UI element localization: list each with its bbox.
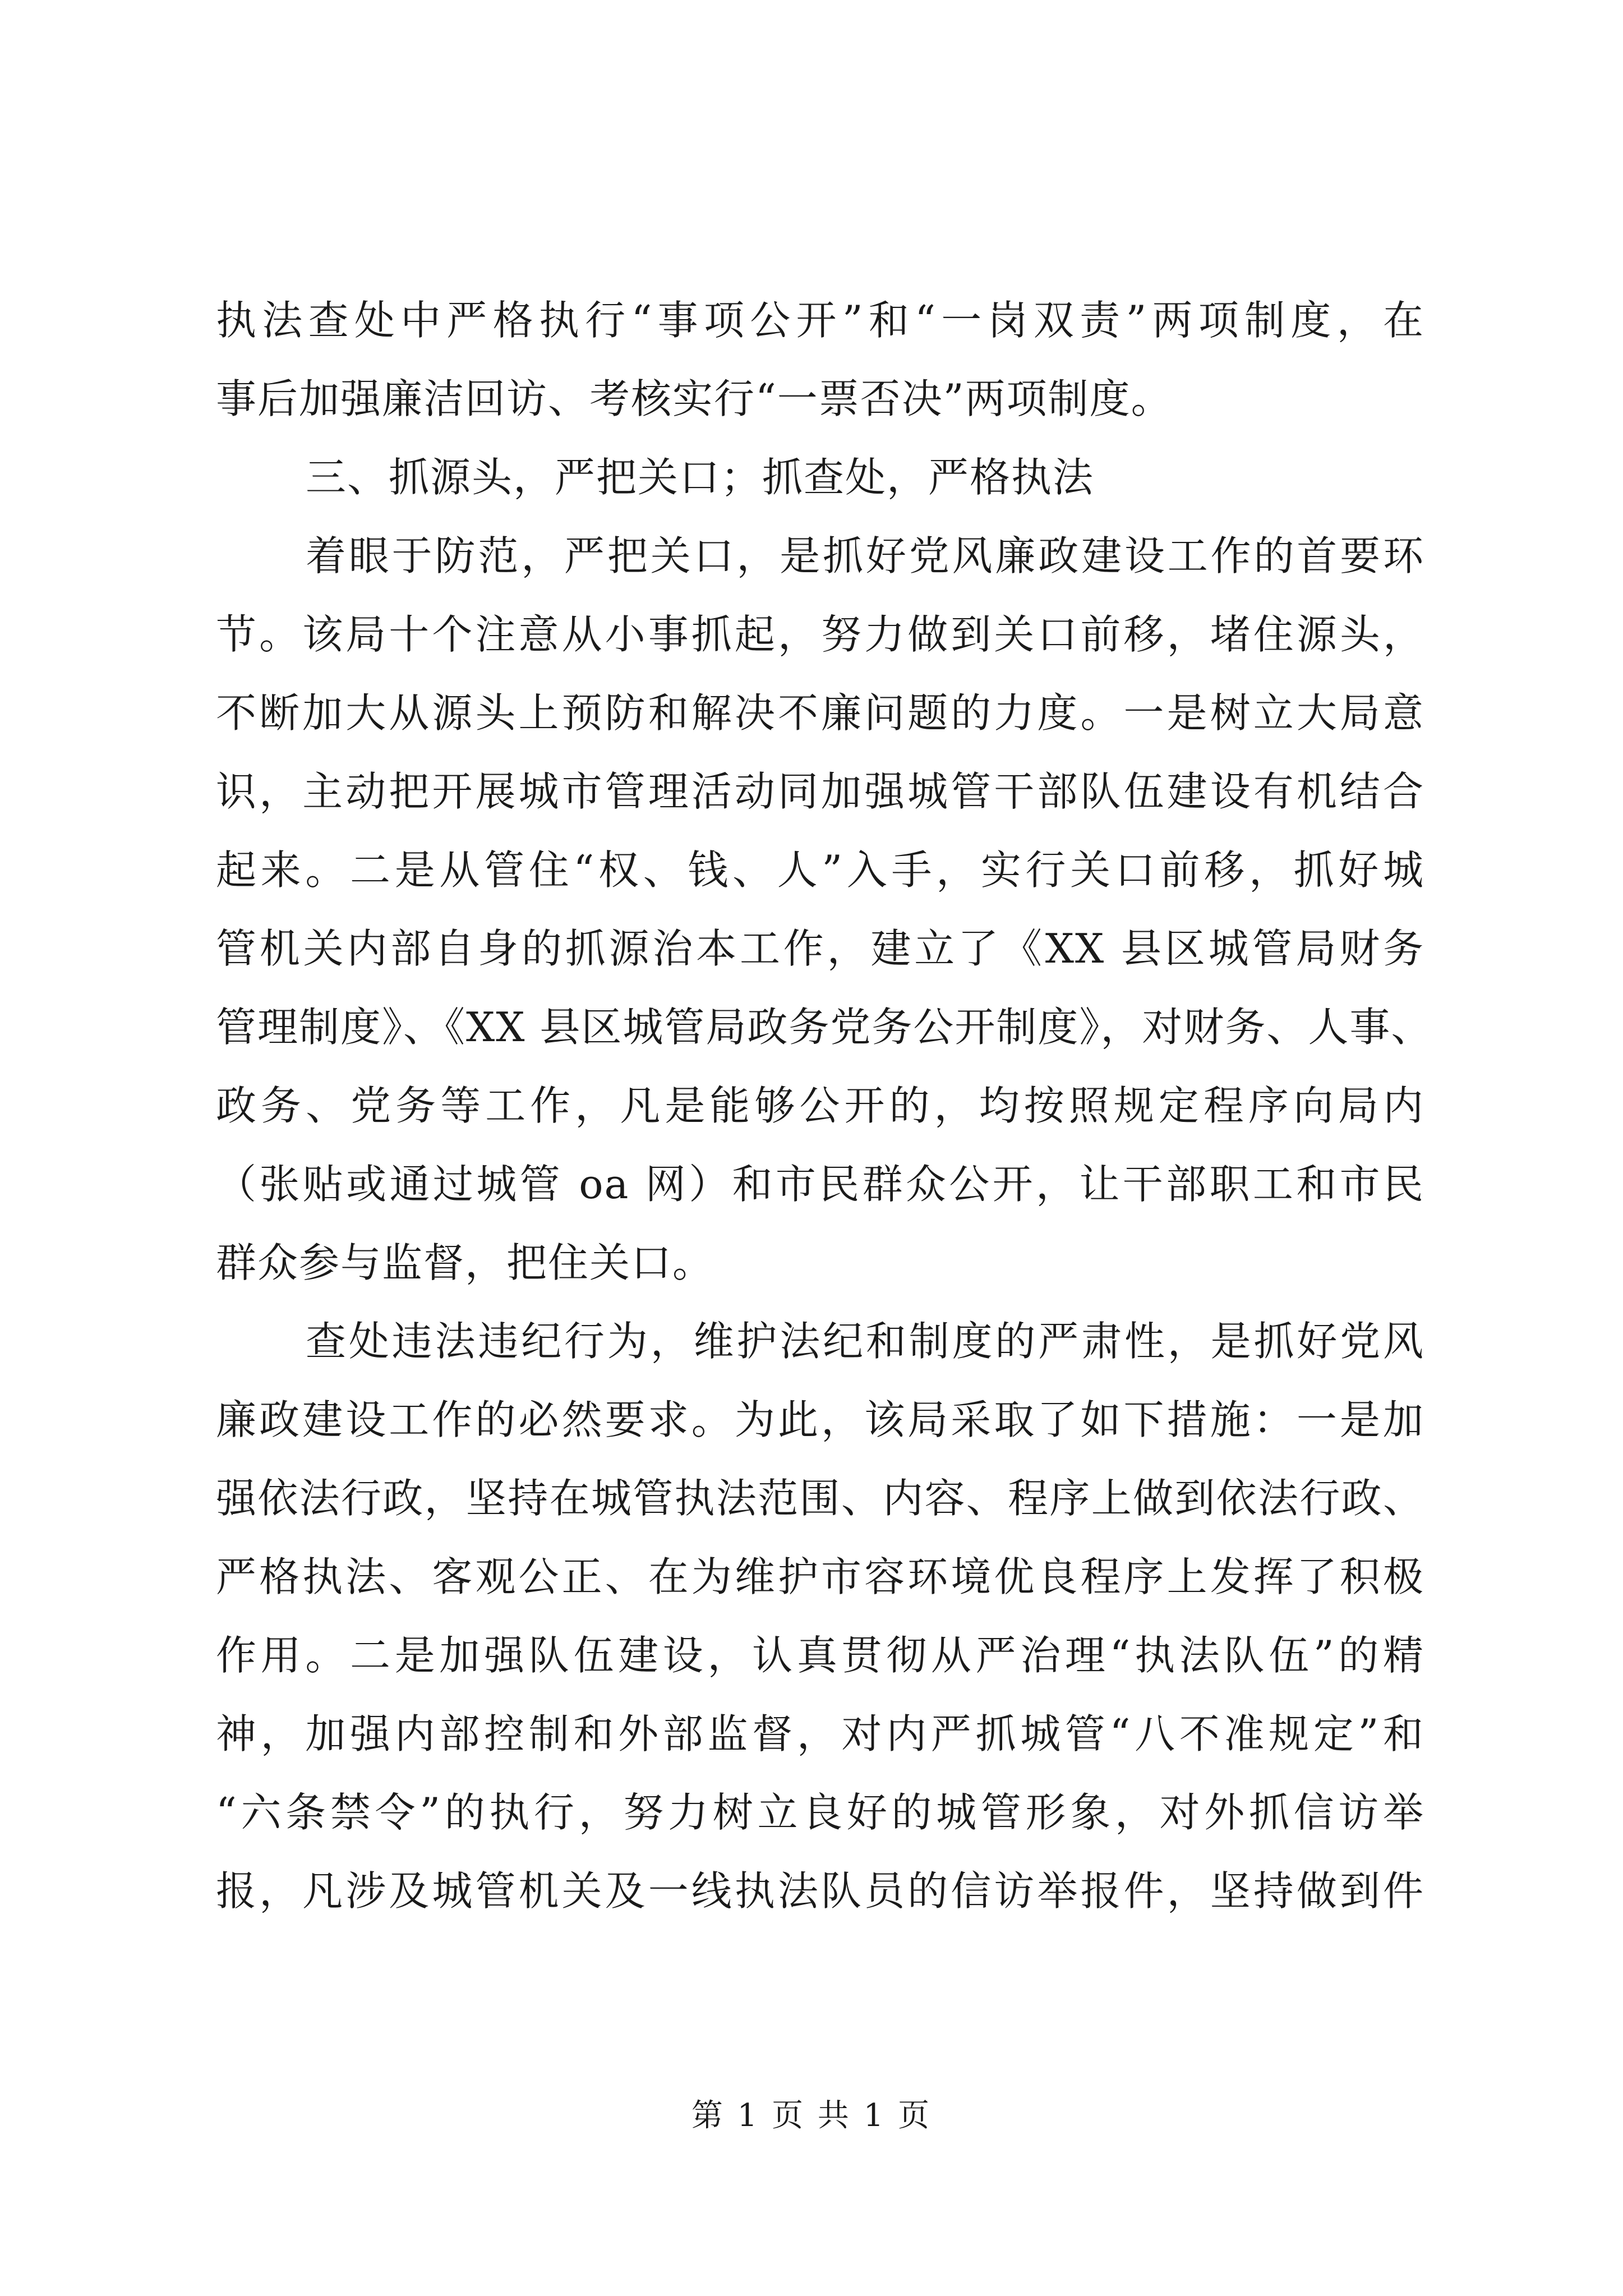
paragraph-first-line: 着眼于防范，严把关口，是抓好党风廉政建设工作的首要环: [306, 532, 1424, 579]
text-line: 管理制度》、《XX 县区城管局政务党务公开制度》，对财务、人事、: [216, 1004, 1433, 1051]
document-body: [216, 297, 1433, 1947]
text-line: 廉政建设工作的必然要求。为此，该局采取了如下措施：一是加: [216, 1396, 1424, 1443]
text-line: 严格执法、客观公正、在为维护市容环境优良程序上发挥了积极: [216, 1553, 1424, 1600]
text-line: 节。该局十个注意从小事抓起，努力做到关口前移，堵住源头，: [216, 611, 1424, 658]
text-line: 不断加大从源头上预防和解决不廉问题的力度。一是树立大局意: [216, 689, 1424, 737]
text-line: 群众参与监督，把住关口。: [216, 1239, 714, 1286]
text-line: （张贴或通过城管 oa 网）和市民群众公开，让干部职工和市民: [216, 1161, 1424, 1208]
text-line: 起来。二是从管住“权、钱、人”入手，实行关口前移，抓好城: [216, 846, 1424, 894]
section-heading: 三、抓源头，严把关口；抓查处，严格执法: [306, 454, 1095, 501]
text-line: 执法查处中严格执行“事项公开”和“一岗双责”两项制度，在: [216, 297, 1424, 344]
text-line: 作用。二是加强队伍建设，认真贯彻从严治理“执法队伍”的精: [216, 1632, 1424, 1679]
paragraph-first-line: 查处违法违纪行为，维护法纪和制度的严肃性，是抓好党风: [306, 1318, 1424, 1365]
text-line: 识，主动把开展城市管理活动同加强城管干部队伍建设有机结合: [216, 768, 1424, 815]
text-line: 神，加强内部控制和外部监督，对内严抓城管“八不准规定”和: [216, 1710, 1424, 1757]
page-number-footer: 第 1 页 共 1 页: [691, 2097, 932, 2134]
text-line: 事后加强廉洁回访、考核实行“一票否决”两项制度。: [216, 375, 1173, 422]
text-line: 报，凡涉及城管机关及一线执法队员的信访举报件，坚持做到件: [216, 1867, 1424, 1915]
text-line: “六条禁令”的执行，努力树立良好的城管形象，对外抓信访举: [216, 1789, 1424, 1836]
text-line: 强依法行政，坚持在城管执法范围、内容、程序上做到依法行政、: [216, 1475, 1424, 1522]
text-line: 政务、党务等工作，凡是能够公开的，均按照规定程序向局内: [216, 1082, 1424, 1129]
text-line: 管机关内部自身的抓源治本工作，建立了《XX 县区城管局财务: [216, 925, 1424, 972]
